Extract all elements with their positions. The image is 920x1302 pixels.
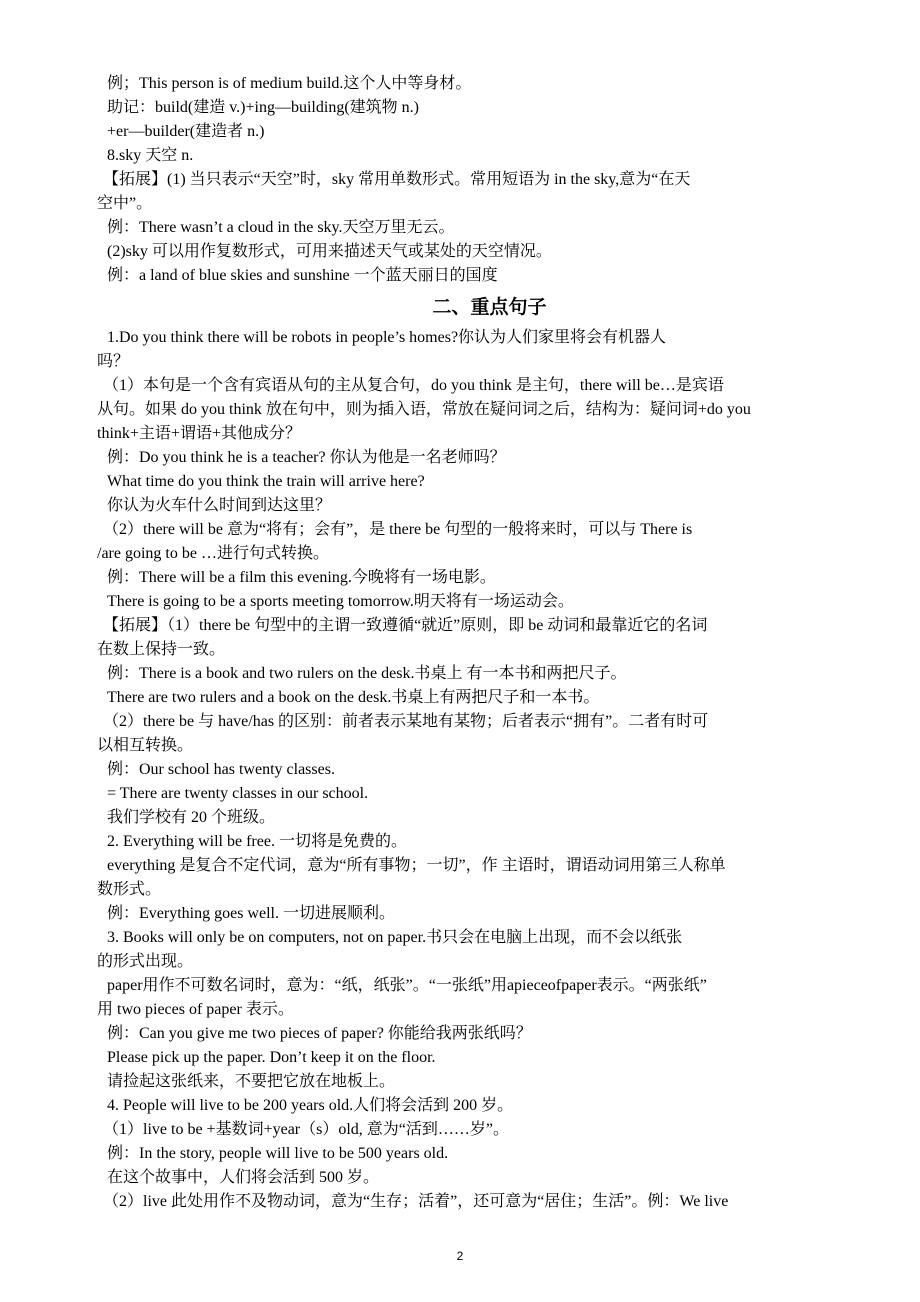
text-line: What time do you think the train will arrive here?: [107, 473, 425, 490]
text-line: 例：Everything goes well. 一切进展顺利。: [107, 905, 395, 922]
text-line: 例：Our school has twenty classes.: [107, 761, 335, 778]
text-line: 我们学校有 20 个班级。: [107, 809, 276, 826]
text-line: 【拓展】（1）there be 句型中的主谓一致遵循“就近”原则，即 be 动词和最靠近它的名词: [103, 617, 708, 634]
text-line: Please pick up the paper. Don’t keep it on the floor.: [107, 1049, 436, 1066]
text-line: 例；This person is of medium build.这个人中等身材。: [107, 75, 472, 92]
text-line: 在数上保持一致。: [97, 641, 226, 658]
text-line: +er—builder(建造者 n.): [107, 123, 265, 140]
text-line: There is going to be a sports meeting tomorrow.明天将有一场运动会。: [107, 593, 574, 610]
text-line: 【拓展】(1) 当只表示“天空”时，sky 常用单数形式。常用短语为 in the sky,意为“在天: [103, 171, 691, 188]
text-line: 数形式。: [97, 881, 162, 898]
text-line: 请捡起这张纸来，不要把它放在地板上。: [107, 1073, 396, 1090]
key-sentences-section: [97, 326, 862, 1214]
text-line: 例：Can you give me two pieces of paper? 你能给我两张纸吗？: [107, 1025, 532, 1042]
text-line: 例：Do you think he is a teacher? 你认为他是一名老师吗？: [107, 449, 506, 466]
text-line: （2）there will be 意为“将有；会有”，是 there be 句型的一般将来时，可以与 There is: [103, 521, 693, 538]
text-line: 4. People will live to be 200 years old.人们将会活到 200 岁。: [107, 1097, 514, 1114]
document-body: [97, 72, 862, 1214]
text-line: 例：There is a book and two rulers on the desk.书桌上 有一本书和两把尺子。: [107, 665, 627, 682]
text-line: think+主语+谓语+其他成分？: [97, 425, 301, 442]
text-line: 例：a land of blue skies and sunshine 一个蓝天丽日的国度: [107, 267, 498, 284]
text-line: 用 two pieces of paper 表示。: [97, 1001, 294, 1018]
text-line: 在这个故事中，人们将会活到 500 岁。: [107, 1169, 380, 1186]
text-line: /are going to be …进行句式转换。: [97, 545, 329, 562]
text-line: （2）there be 与 have/has 的区别：前者表示某地有某物；后者表示“拥有”。二者有时可: [103, 713, 709, 730]
text-line: There are two rulers and a book on the desk.书桌上有两把尺子和一本书。: [107, 689, 600, 706]
text-line: 8.sky 天空 n.: [107, 147, 194, 164]
text-line: everything 是复合不定代词，意为“所有事物；一切”，作 主语时，谓语动词用第三人称单: [107, 857, 726, 874]
text-line: 1.Do you think there will be robots in people’s homes?你认为人们家里将会有机器人: [107, 329, 667, 346]
text-line: 吗？: [97, 353, 130, 370]
section-heading: 二、重点句子: [432, 296, 547, 318]
text-line: 例：In the story, people will live to be 500 years old.: [107, 1145, 449, 1162]
text-line: 例：There wasn’t a cloud in the sky.天空万里无云。: [107, 219, 455, 236]
text-line: paper用作不可数名词时，意为：“纸，纸张”。“一张纸”用apieceofpaper表示。“两张纸”: [107, 977, 707, 994]
text-line: 3. Books will only be on computers, not on paper.书只会在电脑上出现，而不会以纸张: [107, 929, 683, 946]
text-line: (2)sky 可以用作复数形式，可用来描述天气或某处的天空情况。: [107, 243, 552, 260]
text-line: 你认为火车什么时间到达这里？: [107, 497, 332, 514]
text-line: 2. Everything will be free. 一切将是免费的。: [107, 833, 407, 850]
page-number: 2: [456, 1249, 464, 1263]
text-line: （2）live 此处用作不及物动词，意为“生存；活着”，还可意为“居住；生活”。例：We live: [103, 1193, 729, 1210]
text-line: 例：There will be a film this evening.今晚将有一场电影。: [107, 569, 496, 586]
text-line: 助记：build(建造 v.)+ing—building(建筑物 n.): [107, 99, 419, 116]
text-line: （1）live to be +基数词+year（s）old, 意为“活到……岁”。: [103, 1121, 509, 1138]
text-line: 空中”。: [97, 195, 153, 212]
text-line: 以相互转换。: [97, 737, 194, 754]
text-line: 从句。如果 do you think 放在句中，则为插入语，常放在疑问词之后，结构为：疑问词+do you: [97, 401, 751, 418]
vocabulary-notes-section: [97, 72, 862, 288]
text-line: （1）本句是一个含有宾语从句的主从复合句，do you think 是主句，there will be…是宾语: [103, 377, 724, 394]
text-line: 的形式出现。: [97, 953, 194, 970]
text-line: = There are twenty classes in our school.: [107, 785, 369, 802]
